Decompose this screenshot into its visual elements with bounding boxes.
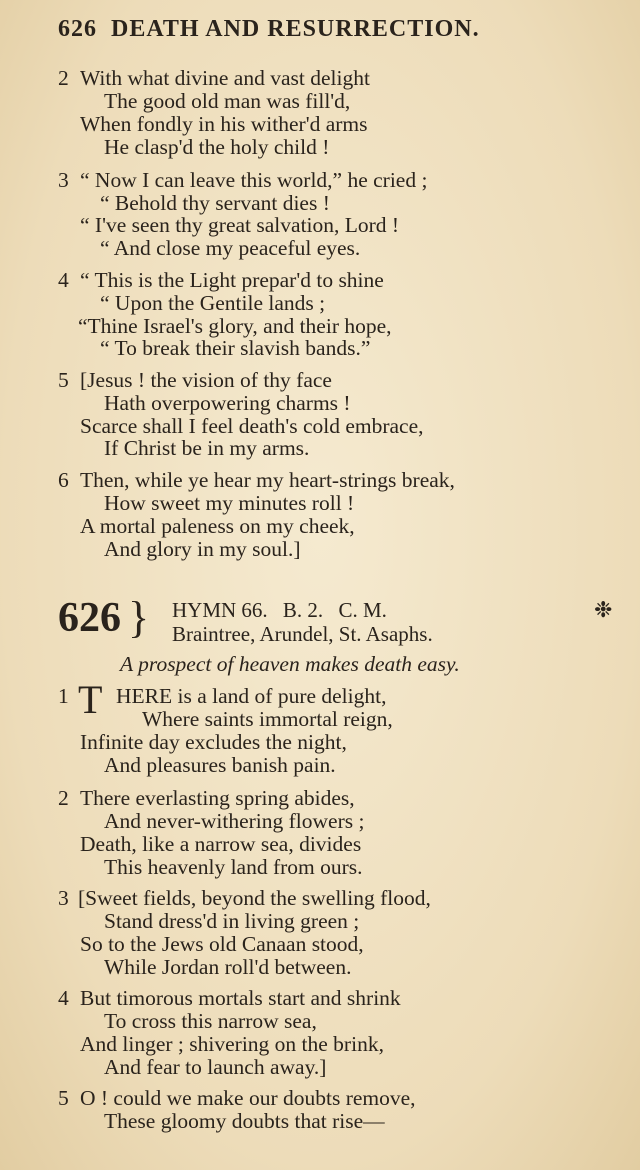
verse-number: 5 bbox=[58, 368, 69, 392]
verse-line: He clasp'd the holy child ! bbox=[104, 135, 330, 159]
page-title: DEATH AND RESURRECTION. bbox=[111, 16, 480, 42]
verse-line: Then, while ye hear my heart-strings break, bbox=[80, 468, 455, 492]
hymn-label: HYMN 66. bbox=[172, 598, 268, 622]
hymn-book: B. 2. bbox=[282, 598, 324, 622]
verse-number: 3 bbox=[58, 168, 69, 192]
drop-cap: T bbox=[78, 677, 103, 722]
verse-line: Stand dress'd in living green ; bbox=[104, 909, 360, 933]
asterisk-ornament-icon: ❉ bbox=[594, 598, 613, 623]
verse-number: 3 bbox=[58, 886, 69, 910]
verse-line: “ To break their slavish bands.” bbox=[100, 336, 371, 360]
verse-number: 2 bbox=[58, 66, 69, 90]
verse-line: “ Upon the Gentile lands ; bbox=[100, 291, 326, 315]
brace-glyph: } bbox=[128, 593, 150, 642]
hymn-meta bbox=[172, 598, 397, 623]
hymn-meter: C. M. bbox=[338, 598, 387, 622]
hymn-number: 626 bbox=[58, 595, 121, 641]
verse-number: 2 bbox=[58, 786, 69, 810]
verse-line: While Jordan roll'd between. bbox=[104, 955, 352, 979]
verse-line: There everlasting spring abides, bbox=[80, 786, 355, 810]
verse-line: [Jesus ! the vision of thy face bbox=[80, 368, 332, 392]
verse-line: Hath overpowering charms ! bbox=[104, 391, 351, 415]
verse-number: 5 bbox=[58, 1086, 69, 1110]
hymn-subtitle: A prospect of heaven makes death easy. bbox=[120, 652, 460, 676]
verse-line: If Christ be in my arms. bbox=[104, 436, 310, 460]
verse-line: “ I've seen thy great salvation, Lord ! bbox=[80, 213, 400, 237]
verse-line: [Sweet fields, beyond the swelling flood, bbox=[78, 886, 431, 910]
verse-line: And fear to launch away.] bbox=[104, 1055, 327, 1079]
verse-line: This heavenly land from ours. bbox=[104, 855, 363, 879]
verse-line: These gloomy doubts that rise— bbox=[104, 1109, 385, 1133]
verse-line: “ Behold thy servant dies ! bbox=[100, 191, 330, 215]
verse-line: Infinite day excludes the night, bbox=[80, 730, 347, 754]
verse-line: When fondly in his wither'd arms bbox=[80, 112, 368, 136]
verse-number: 6 bbox=[58, 468, 69, 492]
verse-line: And linger ; shivering on the brink, bbox=[80, 1032, 384, 1056]
verse-line: So to the Jews old Canaan stood, bbox=[80, 932, 364, 956]
verse-line: HERE is a land of pure delight, bbox=[116, 684, 387, 708]
verse-line: To cross this narrow sea, bbox=[104, 1009, 317, 1033]
verse-number: 4 bbox=[58, 986, 69, 1010]
page-number: 626 bbox=[58, 16, 97, 42]
verse-line: “ Now I can leave this world,” he cried ; bbox=[80, 168, 428, 192]
verse-line: But timorous mortals start and shrink bbox=[80, 986, 401, 1010]
running-head bbox=[58, 16, 618, 43]
verse-line: And never-withering flowers ; bbox=[104, 809, 365, 833]
verse-line: Scarce shall I feel death's cold embrace, bbox=[80, 414, 424, 438]
verse-line: Where saints immortal reign, bbox=[142, 707, 393, 731]
verse-line: “ This is the Light prepar'd to shine bbox=[80, 268, 384, 292]
verse-line: A mortal paleness on my cheek, bbox=[80, 514, 355, 538]
verse-line: With what divine and vast delight bbox=[80, 66, 370, 90]
verse-line: How sweet my minutes roll ! bbox=[104, 491, 355, 515]
verse-line: O ! could we make our doubts remove, bbox=[80, 1086, 416, 1110]
verse-line: Death, like a narrow sea, divides bbox=[80, 832, 362, 856]
verse-line: “Thine Israel's glory, and their hope, bbox=[78, 314, 392, 338]
hymn-tunes: Braintree, Arundel, St. Asaphs. bbox=[172, 622, 433, 646]
verse-number: 4 bbox=[58, 268, 69, 292]
verse-line: And pleasures banish pain. bbox=[104, 753, 336, 777]
verse-number: 1 bbox=[58, 684, 69, 708]
verse-line: “ And close my peaceful eyes. bbox=[100, 236, 361, 260]
verse-line: The good old man was fill'd, bbox=[104, 89, 351, 113]
verse-line: And glory in my soul.] bbox=[104, 537, 301, 561]
